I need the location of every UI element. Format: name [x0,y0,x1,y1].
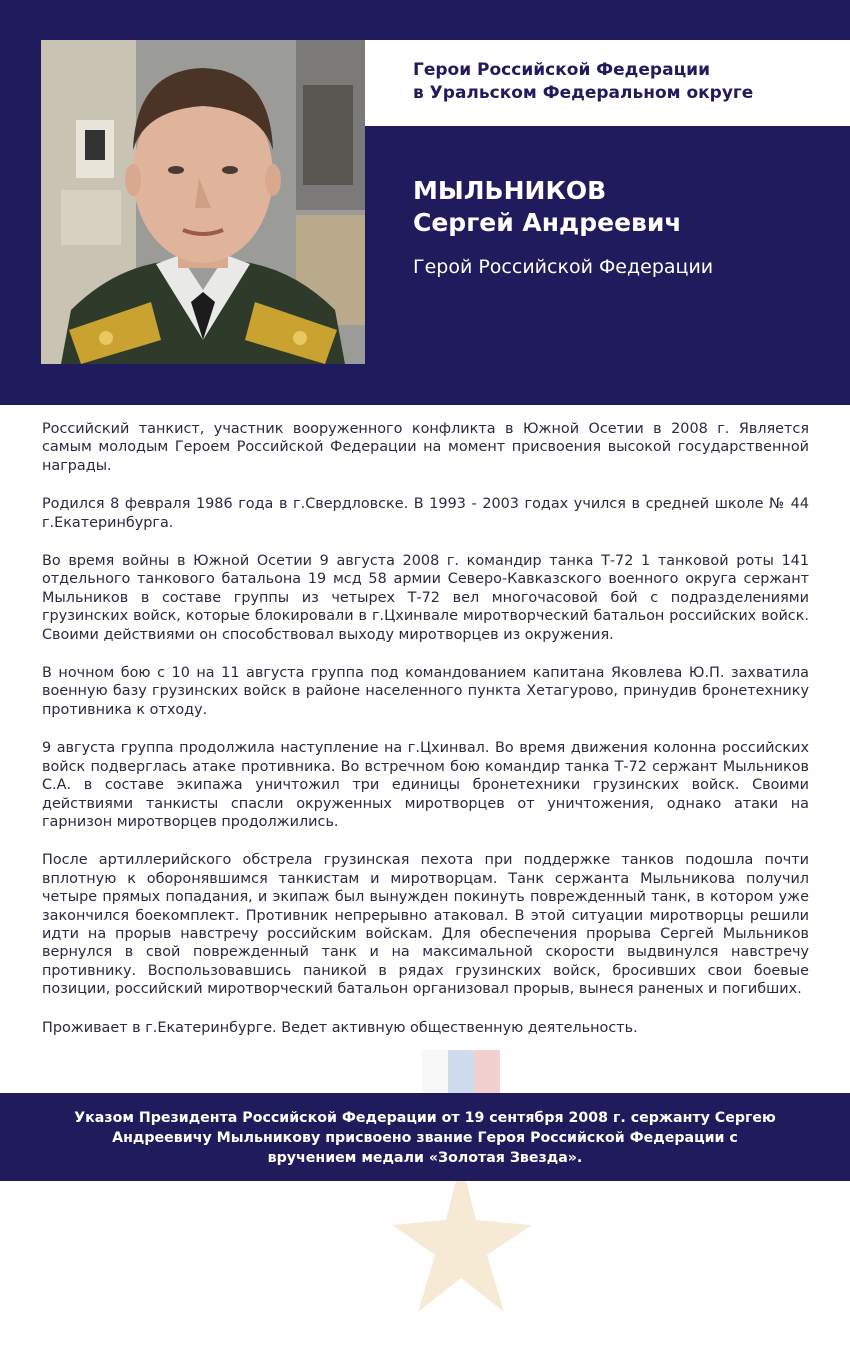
decree-line-3: вручением медали «Золотая Звезда». [267,1150,583,1166]
award-decree-footer [0,1093,850,1181]
hero-given-names: Сергей Андреевич [413,208,682,237]
bio-paragraph: В ночном бою с 10 на 11 августа группа под командованием капитана Яковлева Ю.П. захватила военную базу грузинских войск в районе населенного пункта Хетагурово, принудив бронетехнику противника к отходу. [42,665,809,718]
header-panel [0,0,850,405]
bio-paragraph: 9 августа группа продолжила наступление на г.Цхинвал. Во время движения колонна российских войск подверглась атаке противника. Во встречном бою командир танка Т-72 сержант Мыльников С.А. в составе экипажа уничтожил три единицы бронетехники грузинских войск. Своими действиями танкисты спасли окруженных миротворцев от уничтожения, однако атаки на гарнизон миротворцев продолжились. [42,740,809,830]
decree-line-1: Указом Президента Российской Федерации от 19 сентября 2008 г. сержанту Сергею [74,1110,776,1126]
title-band [365,40,850,126]
bio-paragraph: Российский танкист, участник вооруженного конфликта в Южной Осетии в 2008 г. Является самым молодым Героем Российской Федерации на момент присвоения высокой государственной награды. [42,421,809,474]
bio-paragraph: Проживает в г.Екатеринбурге. Ведет активную общественную деятельность. [42,1019,638,1036]
bio-paragraph: Родился 8 февраля 1986 года в г.Свердловске. В 1993 - 2003 годах учился в средней школе № 44 г.Екатеринбурга. [42,496,809,531]
collection-title-line-2: в Уральском Федеральном округе [413,83,754,103]
bio-paragraph: После артиллерийского обстрела грузинская пехота при поддержке танков подошла почти вплотную к оборонявшимся танкистам и миротворцам. Танк сержанта Мыльникова получил четыре прямых попадания, и экипаж был вынужден покинуть поврежденный танк, в котором уже закончился боекомплект. Противник непрерывно атаковал. В этой ситуации миротворцы решили идти на прорыв навстречу российским войскам. Для обеспечения прорыва Сергей Мыльников вернулся в свой поврежденный танк и на максимальной скорости выдвинулся навстречу противнику. Воспользовавшись паникой в рядах грузинских войск, бросивших свои боевые позиции, российский миротворческий батальон организовал прорыв, вынеся раненых и погибших. [42,852,809,998]
decree-line-2: Андреевичу Мыльникову присвоено звание Героя Российской Федерации с [112,1130,738,1146]
collection-title-line-1: Герои Российской Федерации [413,60,710,80]
portrait-photo [41,40,365,364]
hero-rank: Герой Российской Федерации [413,256,714,278]
biography [42,420,809,1057]
portrait-illustration [41,40,365,364]
bio-paragraph: Во время войны в Южной Осетии 9 августа 2008 г. командир танка Т-72 1 танковой роты 141 отдельного танкового батальона 19 мсд 58 армии Северо-Кавказского военного округа сержант Мыльников в составе группы из четырех Т-72 вел многочасовой бой с подразделениями грузинских войск, которые блокировали в г.Цхинвале миротворческий батальон российских войск. Своими действиями он способствовал выходу миротворцев из окружения. [42,553,809,643]
hero-surname: МЫЛЬНИКОВ [413,176,607,205]
